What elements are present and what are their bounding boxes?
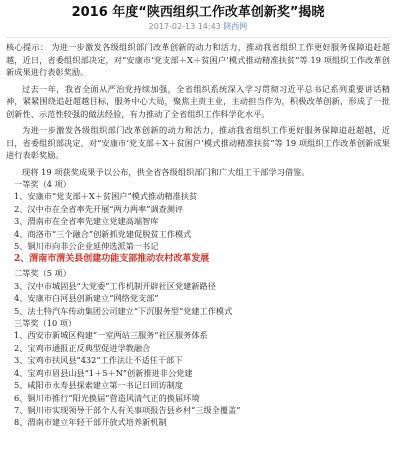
list-item: 2、汉中市在全省率先开展“两力两率”调查测评 (14, 203, 184, 214)
article-title: 2016 年度“陕西组织工作改革创新奖”揭晓 (71, 5, 325, 20)
list-item: 4、安康市白河县创新建立“网络党支部” (14, 293, 159, 304)
first-prize-heading: 一等奖（4 项） (14, 179, 71, 189)
list-item: 1、西安市新城区构建“一室两站三服务”社区服务体系 (14, 330, 208, 341)
list-item: 4、商洛市“三个融合”创新抓党建促脱贫工作模式 (14, 228, 192, 239)
list-item: 1、安康市“党支部＋X＋贫困户”模式推动精准扶贫 (14, 191, 198, 202)
announcement-paragraph: 现将 19 项获奖成果予以公布，供全省各级组织部门和广大组工干部学习借鉴。 (22, 166, 310, 177)
list-item: 3、宝鸡市扶风县“432”工作法让不适任干部下 (14, 355, 183, 366)
highlighted-award: 2、渭南市渭关县创建功能支部推动农村改革发展 (14, 254, 210, 265)
second-prize-heading: 二等奖（5 项） (14, 268, 71, 279)
list-item: 6、铜川市推行“阳光换届”营造风清气正的换届环境 (14, 392, 200, 403)
list-item: 2、宝鸡市通报正反典型促进学教融合 (14, 342, 151, 353)
summary-paragraph: 核心提示： 为进一步激发各级组织部门改革创新的动力和活力，推动我省组织工作更好服务保障追赶超越，近日，省委组织部决定，对“安康市‘党支部＋X＋贫困户’模式推动精准扶贫”等 19 项组织工作改革创新成果进行表彰奖励。 (6, 42, 390, 77)
list-item: 5、铜川市向非公企业延伸选派第一书记 (14, 241, 159, 252)
list-item: 3、汉中市城固县“大党委”工作机制开辟社区党建新路径 (14, 280, 216, 291)
list-item: 7、铜川市实现领导干部个人有关事项报告县乡村“三级全覆盖” (14, 404, 241, 415)
third-prize-heading: 三等奖（10 项） (14, 318, 77, 329)
decision-paragraph: 为进一步激发各级组织部门改革创新的动力和活力，推动我省组织工作更好服务保障追赶超越，近日，省委组织部决定，对“安康市‘党支部＋X＋贫困户’模式推动精准扶贫”等 19 项组织工作改革创新成果进行表彰奖励。 (6, 125, 390, 160)
intro-paragraph: 过去一年，我省全面从严治党持续加强，全省组织系统深入学习贯彻习近平总书记系列重要讲话精神，紧紧围绕追赶超越目标，服务中心大局，聚焦主责主业，主动担当作为，积极改革创新，形成了一批创新性、示范性较强的做法经验，有力推动了全省组织工作科学化水平。 (6, 83, 390, 119)
divider (6, 37, 390, 38)
award-list (6, 178, 390, 429)
list-item: 5、法士特汽车传动集团公司建立“下沉服务型”党建工作模式 (14, 305, 233, 316)
publish-date: 2017-02-13 14:43 (148, 22, 221, 31)
list-item: 3、渭南市在全省率先建立党建高端智库 (14, 216, 159, 227)
list-item: 8、渭南市建立年轻干部开放式培养新机制 (14, 417, 167, 428)
list-item: 5、咸阳市永寿县探索建立第一书记日回访制度 (14, 380, 183, 391)
article-meta (6, 21, 390, 33)
source-link[interactable]: 陕西网 (223, 22, 248, 31)
list-item: 4、宝鸡市眉县山县“1＋5＋N”创新推进非公党建 (14, 367, 193, 378)
